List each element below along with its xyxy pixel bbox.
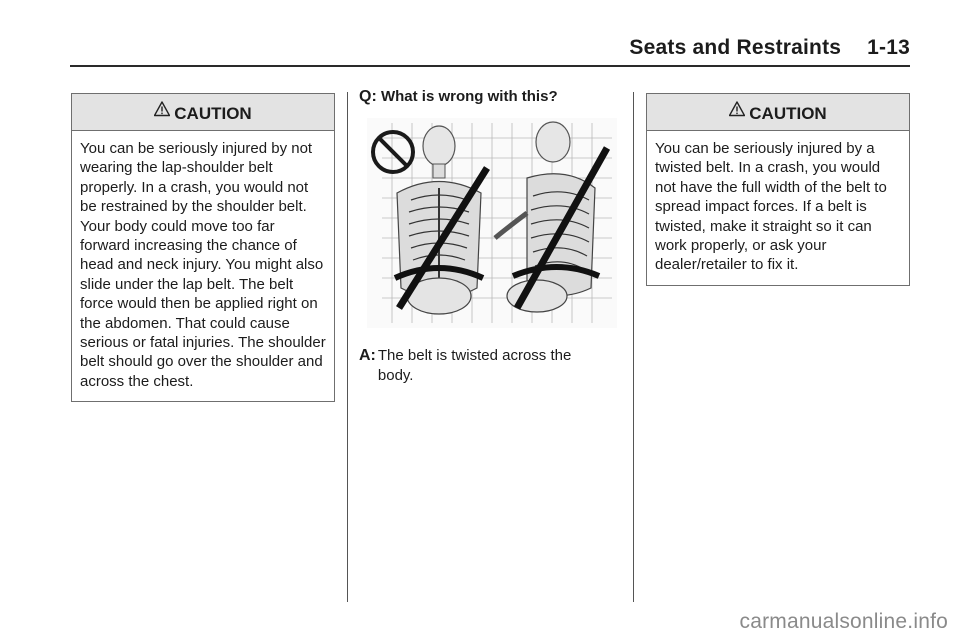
caution-text: You can be seriously injured by not wearing the lap-shoulder belt properly. In a crash, you would not be restrained by the shoulder belt. Your body could move too far forward increasing the chance of head and neck injury. You might also slide under the lap belt. The belt force would then be applied right on the abdomen. That could cause serious or fatal injuries. The shoulder belt should go over the shoulder and across the chest. [80, 140, 326, 390]
caution-header [647, 94, 909, 131]
page-header [600, 36, 910, 60]
header-rule [70, 65, 910, 67]
caution-text: You can be seriously injured by a twisted belt. In a crash, you would not have the full width of the belt to spread impact forces. If a belt is twisted, make it straight so it can work properly, or ask your dealer/retailer to fix it. [655, 140, 887, 274]
warning-icon [729, 92, 745, 132]
twisted-belt-illustration [367, 118, 617, 328]
question-text: What is wrong with this? [380, 88, 558, 105]
warning-icon [154, 92, 170, 132]
question [359, 88, 558, 106]
column-divider-left [347, 92, 348, 602]
page-number: 1-13 [867, 36, 910, 59]
answer [359, 346, 598, 386]
watermark: carmanualsonline.info [739, 610, 948, 633]
caution-header [72, 94, 334, 131]
question-tag: Q: [359, 88, 377, 105]
caution-box-belt-use [71, 93, 335, 402]
caution-box-twisted-belt [646, 93, 910, 286]
answer-text: The belt is twisted across the body. [377, 347, 572, 384]
column-divider-right [633, 92, 634, 602]
caution-label: CAUTION [749, 104, 827, 123]
answer-tag: A: [359, 347, 376, 364]
section-title: Seats and Restraints [629, 36, 842, 59]
caution-label: CAUTION [174, 104, 252, 123]
